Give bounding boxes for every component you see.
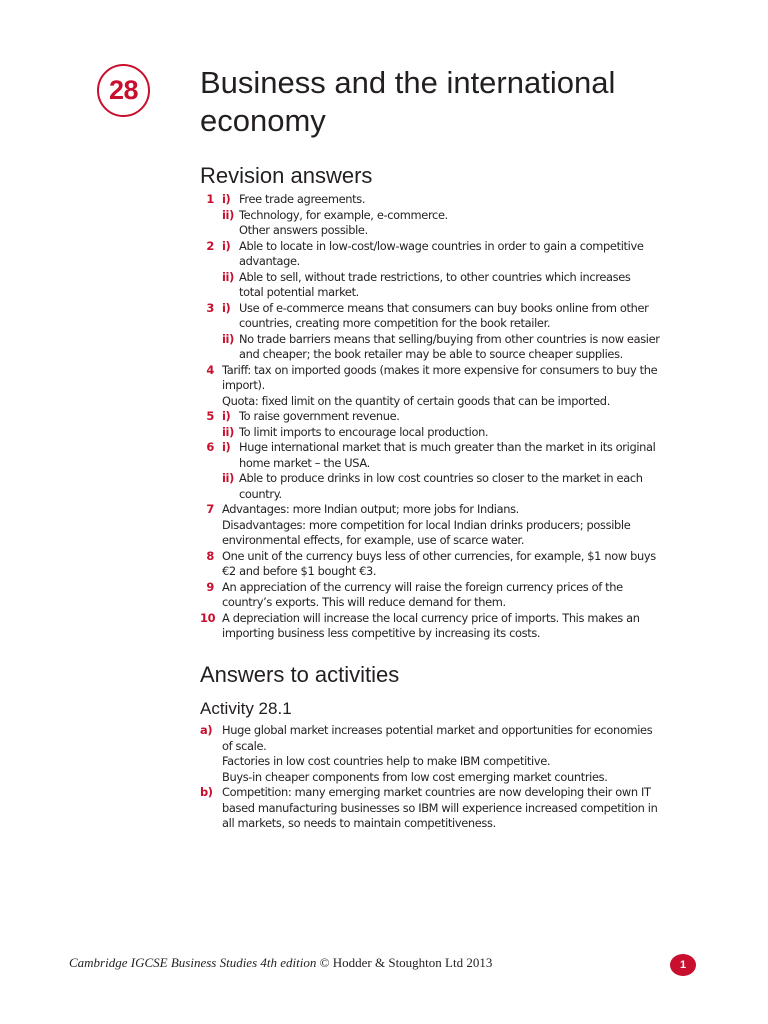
answer-part-label: i): [222, 409, 231, 423]
activity-answer-label: b): [200, 785, 213, 799]
answer-part: [222, 239, 700, 270]
answer-part: [222, 332, 700, 363]
activity-answer-item: [200, 785, 700, 832]
answer-line: Free trade agreements.: [239, 192, 366, 206]
answer-line: An appreciation of the currency will raise the foreign currency prices of the: [222, 579, 623, 594]
answer-line: Advantages: more Indian output; more jobs for Indians.: [222, 502, 519, 516]
activity-answer-body: [222, 723, 700, 785]
answer-part: [222, 270, 700, 301]
activity-answer-line: of scale.: [222, 738, 267, 753]
answer-part: [222, 301, 700, 332]
chapter-badge: 28: [97, 64, 150, 117]
answer-body: [222, 239, 700, 301]
activity-answers-list: [200, 723, 700, 832]
answer-item: [200, 363, 700, 410]
answer-line: home market – the USA.: [239, 455, 370, 470]
chapter-title: Business and the international economy: [200, 65, 616, 138]
answer-line: environmental effects, for example, use of scarce water.: [222, 533, 525, 547]
answer-line: No trade barriers means that selling/buying from other countries is now easier: [239, 331, 660, 346]
activity-answer-line: Factories in low cost countries help to make IBM competitive.: [222, 754, 551, 768]
answer-line: country.: [239, 486, 282, 501]
answer-body: [222, 192, 700, 239]
answer-line: Use of e-commerce means that consumers can buy books online from other: [239, 300, 649, 315]
answer-part-text: [239, 471, 700, 502]
answer-body: [222, 502, 700, 549]
answer-part-text: [239, 409, 700, 425]
answer-number: 2: [206, 238, 214, 253]
answer-part-label: ii): [222, 424, 234, 439]
answer-number: 10: [200, 610, 216, 625]
answer-part-text: [239, 270, 700, 301]
page-number-badge: 1: [670, 954, 696, 976]
answer-part-label: i): [222, 192, 231, 206]
answer-part: [222, 471, 700, 502]
answer-line: Able to locate in low-cost/low-wage countries in order to gain a competitive: [239, 238, 644, 253]
answer-number: 6: [206, 440, 214, 454]
answer-number: 4: [206, 362, 214, 377]
answer-part: [222, 409, 700, 425]
answer-line: To raise government revenue.: [239, 409, 400, 423]
answer-line: importing business less competitive by increasing its costs.: [222, 626, 541, 640]
answer-part: [222, 192, 700, 208]
answer-part-text: [239, 192, 700, 208]
answer-part: [222, 440, 700, 471]
activity-answer-line: Competition: many emerging market countries are now developing their own IT: [222, 785, 651, 799]
footer-credit: [69, 955, 492, 971]
answer-line: Tariff: tax on imported goods (makes it more expensive for consumers to buy the: [222, 362, 658, 377]
answer-part-label: ii): [222, 269, 234, 284]
answer-part-text: [239, 301, 700, 332]
answer-item: [200, 440, 700, 502]
answer-body: [222, 301, 700, 363]
answer-item: [200, 549, 700, 580]
answer-line: country’s exports. This will reduce demand for them.: [222, 595, 506, 609]
answer-line: Disadvantages: more competition for local Indian drinks producers; possible: [222, 517, 631, 532]
answer-part-text: [239, 239, 700, 270]
answer-line: advantage.: [239, 254, 300, 268]
answer-line: A depreciation will increase the local currency price of imports. This makes an: [222, 610, 640, 625]
answer-number: 3: [206, 300, 214, 315]
activity-answer-line: Huge global market increases potential market and opportunities for economies: [222, 723, 653, 737]
answer-item: [200, 580, 700, 611]
answer-body: [222, 611, 700, 642]
answer-line: countries, creating more competition for the book retailer.: [239, 316, 551, 330]
answer-line: total potential market.: [239, 285, 359, 299]
answer-body: [222, 409, 700, 440]
activity-answer-label: a): [200, 723, 213, 737]
answer-number: 5: [206, 409, 214, 423]
answer-part-label: ii): [222, 471, 234, 485]
answer-item: [200, 239, 700, 301]
answer-body: [222, 549, 700, 580]
answer-part-text: [239, 425, 700, 441]
answer-number: 1: [206, 192, 214, 206]
answer-line: Able to sell, without trade restrictions, to other countries which increases: [239, 269, 631, 284]
answer-body: [222, 440, 700, 502]
footer-book-title: Cambridge IGCSE Business Studies 4th edition: [69, 955, 317, 970]
answer-line: Able to produce drinks in low cost countries so closer to the market in each: [239, 471, 643, 485]
answer-part-text: [239, 332, 700, 363]
answer-part-label: i): [222, 440, 231, 454]
answer-item: [200, 502, 700, 549]
answer-item: [200, 301, 700, 363]
answer-line: To limit imports to encourage local production.: [239, 424, 489, 439]
answer-body: [222, 363, 700, 410]
activities-heading: Answers to activities: [200, 662, 400, 687]
activity-answer-line: all markets, so needs to maintain competitiveness.: [222, 816, 496, 830]
revision-heading: Revision answers: [200, 163, 373, 188]
activity-answer-body: [222, 785, 700, 832]
answer-part-label: i): [222, 300, 231, 315]
answer-part: [222, 208, 700, 239]
answer-line: Huge international market that is much greater than the market in its original: [239, 440, 656, 454]
answer-line: Technology, for example, e-commerce.: [239, 207, 448, 222]
answer-body: [222, 580, 700, 611]
answer-line: One unit of the currency buys less of other currencies, for example, $1 now buys: [222, 548, 656, 563]
answer-part-label: i): [222, 238, 231, 253]
answer-part: [222, 425, 700, 441]
answer-line: and cheaper; the book retailer may be able to source cheaper supplies.: [239, 347, 623, 361]
activity-answer-line: based manufacturing businesses so IBM will experience increased competition in: [222, 800, 658, 815]
activity-answer-item: [200, 723, 700, 785]
activity-title: Activity 28.1: [200, 699, 292, 718]
answer-line: Quota: fixed limit on the quantity of certain goods that can be imported.: [222, 393, 610, 408]
answer-part-text: [239, 208, 700, 239]
answer-part-label: ii): [222, 331, 234, 346]
answer-number: 7: [206, 502, 214, 516]
answer-number: 8: [206, 548, 214, 563]
answer-item: [200, 409, 700, 440]
revision-answers-list: [200, 192, 700, 642]
answer-part-text: [239, 440, 700, 471]
answer-item: [200, 192, 700, 239]
answer-line: €2 and before $1 bought €3.: [222, 564, 377, 578]
answer-number: 9: [206, 579, 214, 594]
answer-item: [200, 611, 700, 642]
activity-answer-line: Buys-in cheaper components from low cost emerging market countries.: [222, 769, 608, 784]
answer-line: Other answers possible.: [239, 223, 368, 237]
footer-copyright: © Hodder & Stoughton Ltd 2013: [316, 955, 493, 970]
answer-part-label: ii): [222, 207, 234, 222]
answer-line: import).: [222, 378, 265, 392]
